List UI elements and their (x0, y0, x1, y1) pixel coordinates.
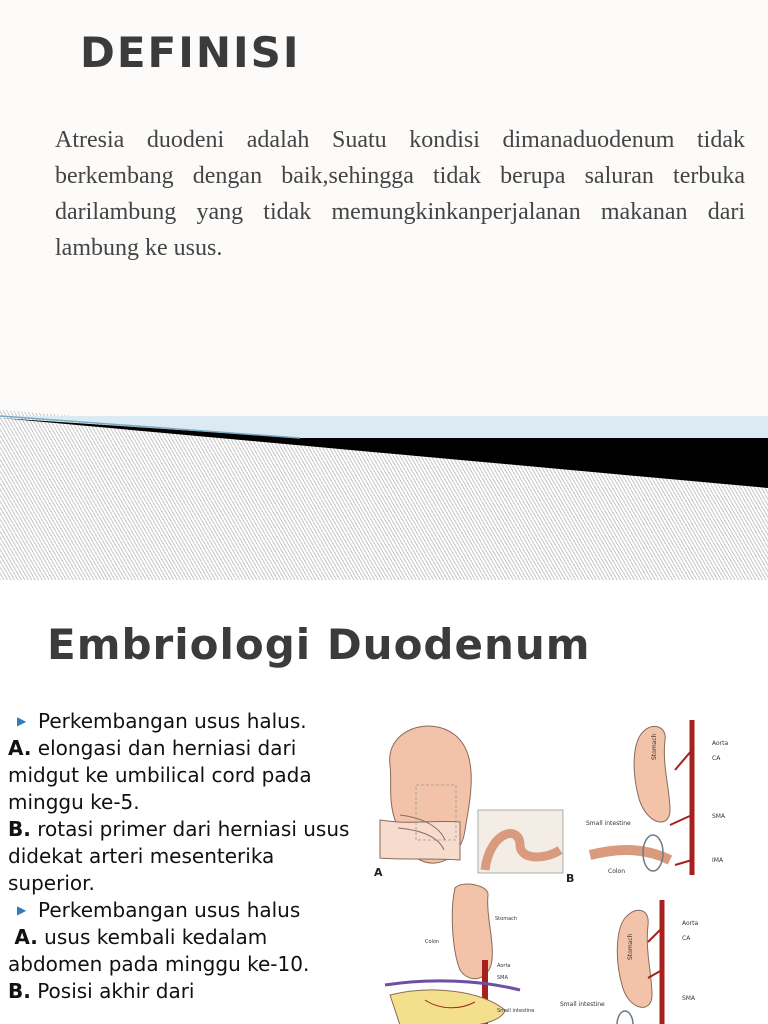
label-stomach: Stomach (651, 733, 658, 760)
point-label: A. (14, 925, 38, 949)
label-colon: Colon (608, 868, 626, 875)
point-text: rotasi primer dari herniasi usus didekat arteri mesenterika superior. (8, 817, 350, 895)
panel-b-stomach (566, 720, 728, 885)
bullet-text: Perkembangan usus halus (38, 898, 301, 922)
slide-embriologi (0, 580, 768, 1024)
label-small-intestine: Small intestine (560, 1001, 605, 1008)
bullet-item (8, 708, 353, 735)
point-b2 (8, 978, 353, 1005)
label-sma: SMA (497, 975, 508, 981)
panel-label: B (566, 872, 575, 885)
label-sma: SMA (682, 995, 696, 1002)
panel-label: A (374, 866, 383, 879)
point-label: B. (8, 979, 31, 1003)
slide-title: DEFINISI (80, 28, 301, 77)
point-a2 (8, 924, 353, 978)
panel-d-final (560, 900, 698, 1024)
panel-a-zoom (478, 810, 563, 873)
label-small-intestine: Small intestine (586, 820, 631, 827)
point-a1 (8, 735, 353, 816)
label-ca: CA (712, 755, 721, 762)
label-stomach: Stomach (495, 916, 518, 922)
bullet-arrow-icon: ▶ (17, 903, 27, 917)
label-aorta: Aorta (712, 740, 729, 747)
point-text: Posisi akhir dari (30, 979, 195, 1003)
slide-title: Embriologi Duodenum (47, 620, 591, 669)
bullet-text: Perkembangan usus halus. (38, 709, 307, 733)
label-colon: Colon (425, 939, 440, 945)
content-text (8, 708, 353, 1005)
decorative-diagonal-band (0, 410, 768, 510)
label-ima: IMA (712, 857, 724, 864)
bullet-item (8, 897, 353, 924)
panel-a-embryo (374, 726, 471, 879)
panel-c-abdomen (385, 884, 534, 1024)
point-label: B. (8, 817, 31, 841)
point-text: elongasi dan herniasi dari midgut ke umbilical cord pada minggu ke-5. (8, 736, 312, 814)
label-ca: CA (682, 935, 691, 942)
point-text: usus kembali kedalam abdomen pada minggu ke-10. (8, 925, 310, 976)
definition-paragraph: Atresia duodeni adalah Suatu kondisi dimanaduodenum tidak berkembang dengan baik,sehingga tidak berupa saluran terbuka darilambung yang tidak memungkinkanperjalanan makanan dari lambung ke usus. (55, 127, 745, 261)
point-b1 (8, 816, 353, 897)
label-aorta: Aorta (497, 963, 511, 969)
embryology-figure (370, 710, 768, 1024)
label-stomach: Stomach (627, 933, 634, 960)
bullet-arrow-icon: ▶ (17, 714, 27, 728)
label-sma: SMA (712, 813, 726, 820)
label-small-intestine: Small intestine (497, 1008, 535, 1014)
label-aorta: Aorta (682, 920, 699, 927)
point-label: A. (8, 736, 32, 760)
